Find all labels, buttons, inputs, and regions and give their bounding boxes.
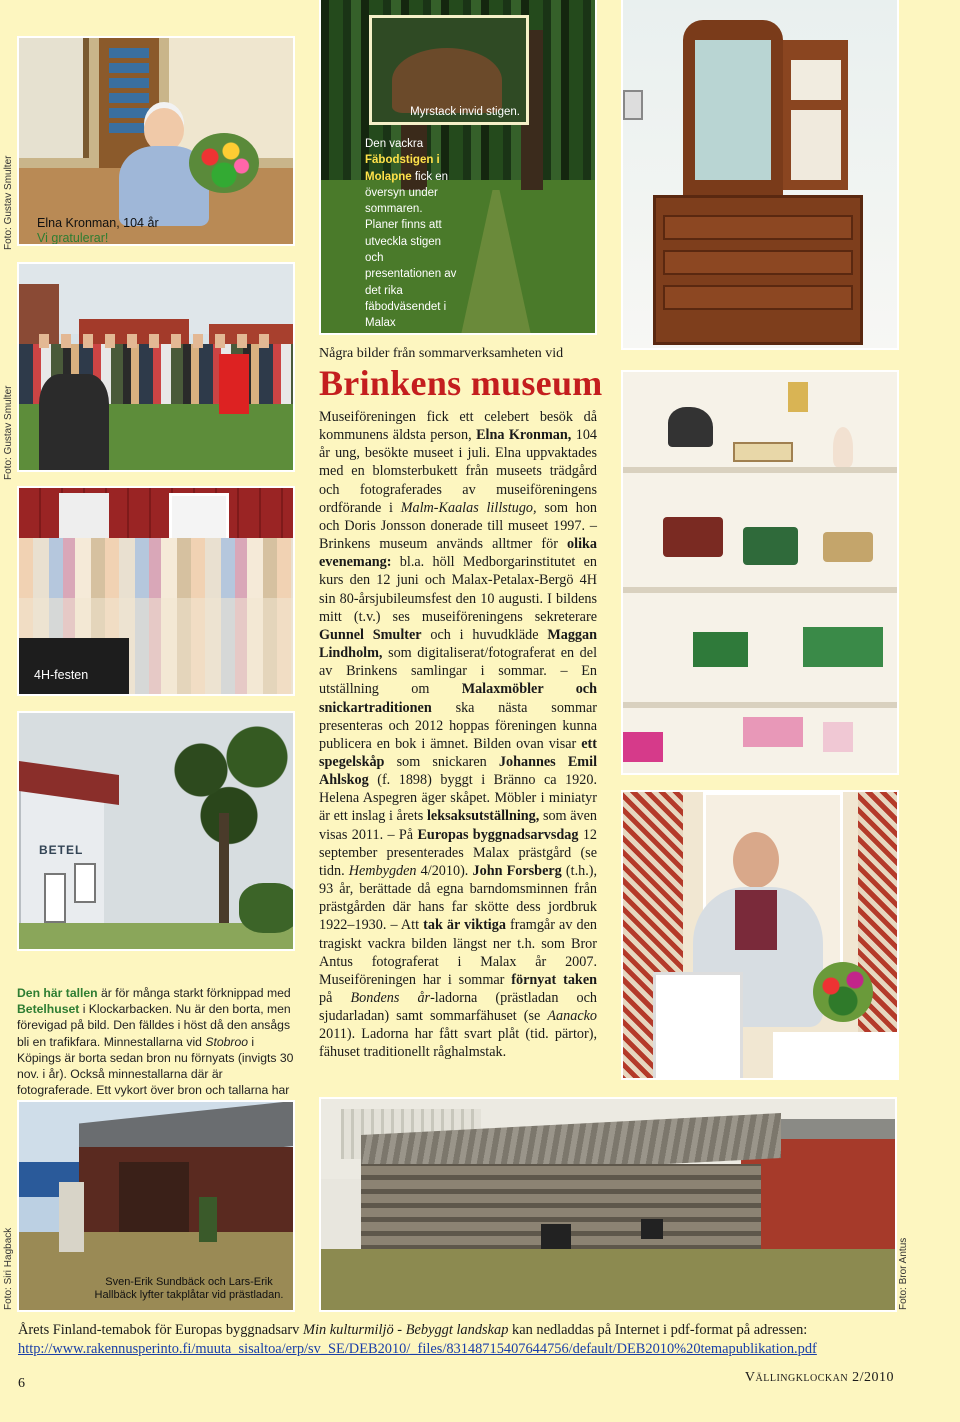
mirror-cabinet-photo	[621, 0, 899, 350]
betel-pine-photo	[17, 711, 295, 951]
path-caption: Den vackra Fäbodstigen i Molapne fick en översyn under sommaren. Planer finns att utveckla stigen och presentationen av det rika fäbodväsendet i Malax	[365, 138, 457, 330]
photo-credit: Foto: Gustav Smulter	[3, 385, 14, 480]
page-number: 6	[18, 1376, 25, 1391]
magazine-name: Vällingklockan	[744, 1370, 849, 1385]
tree-caption: Den här tallen är för många starkt förknippad med Betelhuset i Klockarbacken. Nu är den borta, men förevigad på bild. Den fälldes i höst då den ansågs bli en trafikfara. Minnestallarna vid Stobroo i Köpings är borta sedan bron nu förnyats (invigts 30 nov. i år). Också minnestallarna där är fotograferade. Ett vykort över bron och tallarna har	[17, 986, 294, 1098]
betel-sign: BETEL	[39, 843, 84, 857]
article-kicker: Några bilder från sommarverksamheten vid	[319, 346, 564, 361]
elna-caption-congrats: Vi gratulerar!	[37, 231, 109, 245]
article-headline: Brinkens museum	[319, 363, 603, 403]
barn-workers-photo	[17, 1100, 295, 1312]
article-body: Museiföreningen fick ett celebert besök då kommunens äldsta person, Elna Kronman, 104 år ung, besökte museet i juli. Elna uppvaktades med en blomsterbukett från museets trädgård och fotograferades av museiföreningens ordförande i Malm-Kaalas lillstugo, som hon och Doris Jonsson donerade till museet 1997. – Brinkens museum används alltmer för olika evenemang: bl.a. höll Medborgarinstitutet en kurs den 12 juni och Malax-Petalax-Bergö 4H sin 80-årsjubileumsfest den 10 augusti. I bildens mitt (t.v.) ses museiföreningens sekreterare Gunnel Smulter och i huvudkläde Maggan Lindholm, som digitaliserat/fotograferat en del av Brinkens samlingar i sommar. – En utställning om Malaxmöbler och snickartraditionen ska nästa sommar presenteras och 2012 hoppas föreningen kunna publicera en bok i ämnet. Bilden ovan visar ett spegelskåp som snickaren Johannes Emil Ahlskog (f. 1898) byggt i Bränno ca 1920. Helena Aspegren äger skåpet. Möbler i miniatyr är ett inslag i årets leksaksutställning, som även visas 2011. – På Europas byggnadsarvsdag 12 september presenterades Malax prästgård (se tidn. Hembygden 4/2010). John Forsberg (t.h.), 93 år, berättade då egna barndomsminnen från prästgården där hans far skötte dess jordbruk 1922–1930. – Att tak är viktiga framgår av den tragiskt vackra bilden längst ner t.h. som Bror Antus fotograferat i Malax år 2007. Museiföreningen har i sommar förnyat taken på Bondens år-ladorna (prästladan och sjudarladan) samt sommarfähuset (se Aanacko 2011). Ladorna har fått svart plåt (tid. pärtor), fähuset traditionellt råghalmstak.	[319, 409, 598, 1061]
fourh-party-photo	[17, 486, 295, 696]
photo-credit: Foto: Gustav Smulter	[3, 155, 14, 250]
magazine-footer	[745, 1370, 894, 1386]
photo-credit: Foto: Siri Hagback	[3, 1227, 14, 1310]
footer-notice: Årets Finland-temabok för Europas byggnadsarv Min kulturmiljö - Bebyggt landskap kan nedladdas på Internet i pdf-format på adressen: http://www.rakennusperinto.fi/muuta_sisaltoa/erp/sv_SE/DEB2010/_files/83148715407644756/default/DEB2010%20temapublikation.pdf	[18, 1322, 817, 1357]
elna-caption-name: Elna Kronman, 104 år	[37, 216, 159, 230]
collapsed-barn-photo	[319, 1097, 897, 1312]
anthill-caption: Myrstack invid stigen.	[410, 106, 520, 118]
anthill-inset	[369, 15, 529, 125]
photo-credit: Foto: Bror Antus	[898, 1237, 909, 1310]
forest-path-photo	[319, 0, 597, 335]
john-forsberg-photo	[621, 790, 899, 1080]
workers-caption: Sven-Erik Sundbäck och Lars-Erik Hallbäck lyfter takplåtar vid prästladan.	[94, 1276, 284, 1301]
elna-photo	[17, 36, 295, 246]
miniature-toys-photo	[621, 370, 899, 775]
footer-url-link[interactable]: http://www.rakennusperinto.fi/muuta_sisaltoa/erp/sv_SE/DEB2010/_files/83148715407644756/default/DEB2010%20temapublikation.pdf	[18, 1340, 817, 1357]
group-garden-photo	[17, 262, 295, 472]
fourh-caption: 4H-festen	[34, 668, 89, 682]
magazine-issue: 2/2010	[852, 1370, 894, 1385]
